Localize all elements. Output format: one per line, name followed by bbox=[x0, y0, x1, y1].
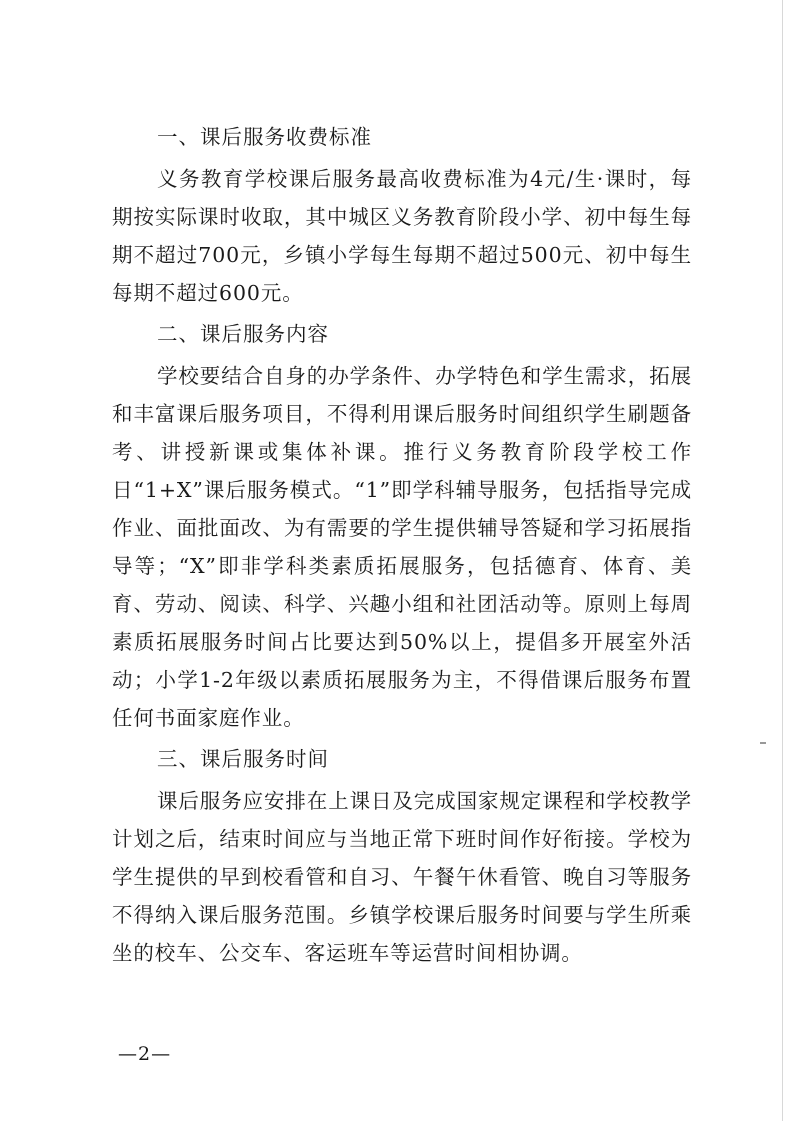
scan-mark bbox=[760, 742, 766, 744]
section-body-fees: 义务教育学校课后服务最高收费标准为4元/生·课时，每期按实际课时收取，其中城区义务教育阶段小学、初中每生每期不超过700元，乡镇小学每生每期不超过500元、初中每生每期不超过600元。 bbox=[112, 167, 692, 305]
page-edge bbox=[782, 0, 783, 1121]
document-body bbox=[112, 118, 692, 972]
section-heading-content: 二、课后服务内容 bbox=[157, 322, 329, 346]
section-heading-fees: 一、课后服务收费标准 bbox=[157, 125, 372, 149]
section-body-content: 学校要结合自身的办学条件、办学特色和学生需求，拓展和丰富课后服务项目，不得利用课后服务时间组织学生刷题备考、讲授新课或集体补课。推行义务教育阶段学校工作日“1+X”课后服务模式。“1”即学科辅导服务，包括指导完成作业、面批面改、为有需要的学生提供辅导答疑和学习拓展指导等；“X”即非学科类素质拓展服务，包括德育、体育、美育、劳动、阅读、科学、兴趣小组和社团活动等。原则上每周素质拓展服务时间占比要达到50%以上，提倡多开展室外活动；小学1-2年级以素质拓展服务为主，不得借课后服务布置任何书面家庭作业。 bbox=[112, 364, 692, 730]
page-number: —2— bbox=[118, 1043, 172, 1065]
section-body-time: 课后服务应安排在上课日及完成国家规定课程和学校教学计划之后，结束时间应与当地正常下班时间作好衔接。学校为学生提供的早到校看管和自习、午餐午休看管、晚自习等服务不得纳入课后服务范围。乡镇学校课后服务时间要与学生所乘坐的校车、公交车、客运班车等运营时间相协调。 bbox=[112, 789, 692, 965]
section-heading-time: 三、课后服务时间 bbox=[157, 747, 329, 771]
